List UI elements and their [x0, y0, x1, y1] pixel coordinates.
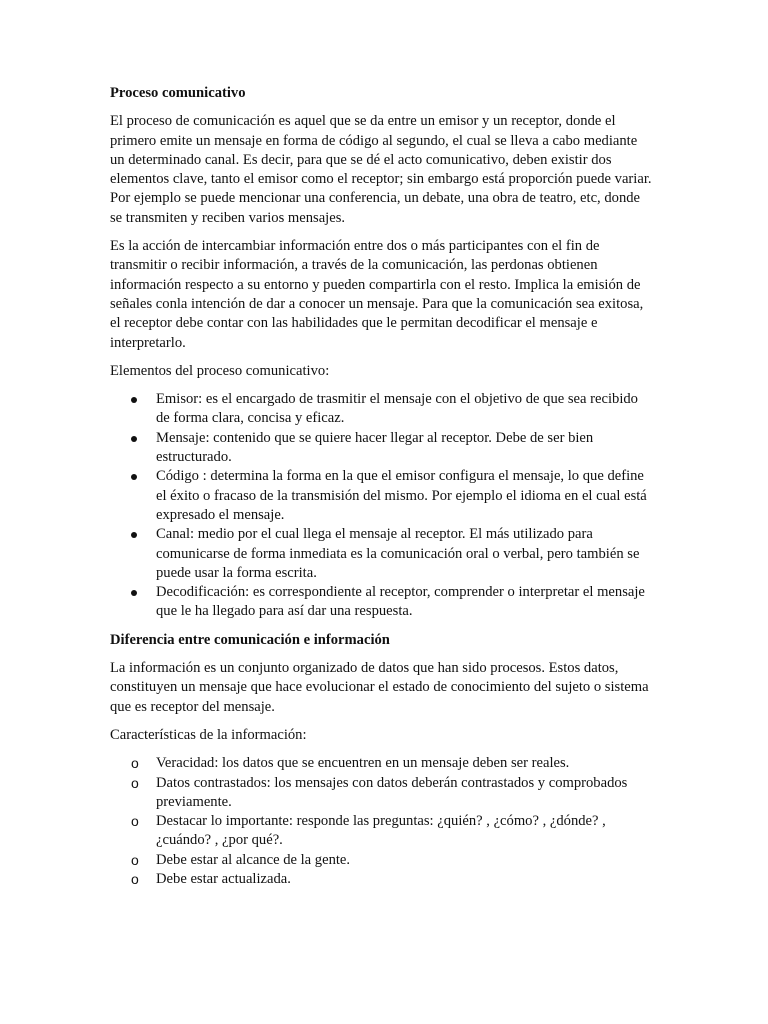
bullet-dot-icon: [131, 436, 137, 442]
bullet-circle-icon: o: [131, 870, 139, 887]
bullet-dot-icon: [131, 590, 137, 596]
list-item: [110, 525, 655, 583]
section-heading-diferencia: Diferencia entre comunicación e información: [110, 631, 390, 648]
list-item: [110, 467, 655, 525]
bullet-dot-icon: [131, 397, 137, 403]
characteristics-list: [110, 754, 655, 889]
list-item: [110, 390, 655, 429]
bullet-circle-icon: o: [131, 813, 139, 830]
section-heading-proceso: Proceso comunicativo: [110, 85, 246, 101]
list-item: [110, 754, 655, 773]
bullet-circle-icon: o: [131, 851, 139, 868]
list-item-text: Debe estar actualizada.: [156, 870, 291, 887]
bullet-dot-icon: [131, 532, 137, 538]
list-item-text: Destacar lo importante: responde las preguntas: ¿quién? , ¿cómo? , ¿dónde? , ¿cuándo? , ¿por qué?.: [156, 813, 606, 849]
paragraph-definition: El proceso de comunicación es aquel que se da entre un emisor y un receptor, donde el primero emite un mensaje en forma de código al segundo, el cual se lleva a cabo mediante un determinado canal. Es decir, para que se dé el acto comunicativo, deben existir dos elementos clave, tanto el emisor como el receptor; sin embargo está proporción puede variar. Por ejemplo se puede mencionar una conferencia, un debate, una obra de teatro, etc, donde se transmiten y reciben varios mensajes.: [110, 113, 652, 226]
list-item-text: Emisor: es el encargado de trasmitir el mensaje con el objetivo de que sea recibido de forma clara, concisa y eficaz.: [156, 391, 638, 427]
paragraph-action: Es la acción de intercambiar información entre dos o más participantes con el fin de transmitir o recibir información, a través de la comunicación, las perdonas obtienen información respecto a su entorno y pueden compartirla con el resto. Implica la emisión de señales conla intención de dar a conocer un mensaje. Para que la comunicación sea exitosa, el receptor debe contar con las habilidades que le permitan decodificar el mensaje e interpretarlo.: [110, 238, 644, 351]
list-item-text: Veracidad: los datos que se encuentren en un mensaje deben ser reales.: [156, 755, 570, 772]
list-item: [110, 870, 655, 889]
document-page: [110, 84, 655, 898]
list-item-text: Debe estar al alcance de la gente.: [156, 851, 351, 868]
list-item: [110, 812, 655, 851]
list-item-text: Datos contrastados: los mensajes con datos deberán contrastados y comprobados previamente.: [156, 774, 628, 810]
list-item-text: Decodificación: es correspondiente al receptor, comprender o interpretar el mensaje que le ha llegado para así dar una respuesta.: [156, 584, 645, 620]
elements-list: [110, 390, 655, 622]
bullet-circle-icon: o: [131, 774, 139, 791]
list-item-text: Mensaje: contenido que se quiere hacer llegar al receptor. Debe de ser bien estructurado.: [156, 429, 594, 466]
list-item: [110, 583, 655, 622]
list-item: [110, 774, 655, 813]
list-item: [110, 851, 655, 870]
characteristics-intro: Características de la información:: [110, 726, 307, 743]
elements-intro: Elementos del proceso comunicativo:: [110, 362, 330, 379]
paragraph-information: La información es un conjunto organizado de datos que han sido procesos. Estos datos, constituyen un mensaje que hace evolucionar el estado de conocimiento del sujeto o sistema que es receptor del mensaje.: [110, 660, 649, 715]
bullet-circle-icon: o: [131, 755, 139, 772]
list-item: [110, 429, 655, 468]
bullet-dot-icon: [131, 474, 137, 480]
list-item-text: Canal: medio por el cual llega el mensaje al receptor. El más utilizado para comunicarse de forma inmediata es la comunicación oral o verbal, pero también se puede usar la forma escrita.: [156, 526, 640, 581]
list-item-text: Código : determina la forma en la que el emisor configura el mensaje, lo que define el éxito o fracaso de la transmisión del mismo. Por ejemplo el idioma en el cual está expresado el mensaje.: [156, 468, 647, 523]
